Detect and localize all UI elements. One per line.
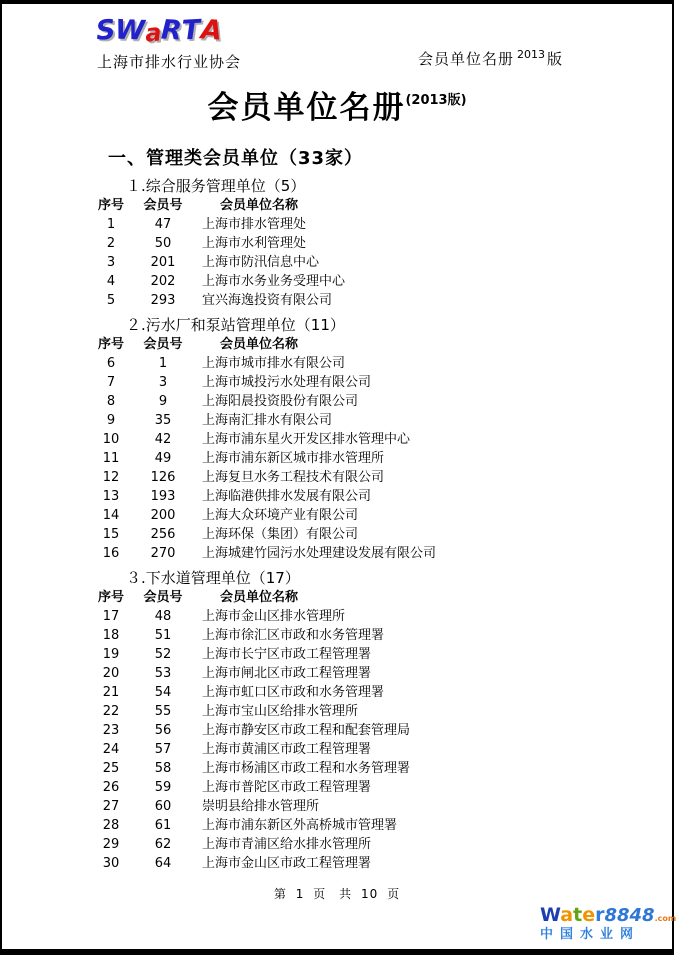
table-row xyxy=(2,645,672,664)
cell-member-no: 52 xyxy=(154,647,172,662)
col-header-name: 会员单位名称 xyxy=(220,337,299,352)
cell-member-name: 上海市长宁区市政工程管理署 xyxy=(202,647,372,662)
cell-member-no: 193 xyxy=(150,489,176,504)
cell-member-no: 256 xyxy=(150,527,176,542)
cell-seq: 16 xyxy=(102,546,120,561)
table-row xyxy=(2,487,672,506)
cell-member-no: 54 xyxy=(154,685,172,700)
table-row xyxy=(2,702,672,721)
cell-member-name: 上海环保（集团）有限公司 xyxy=(202,527,359,542)
cell-seq: 10 xyxy=(102,432,120,447)
cell-member-name: 上海市排水管理处 xyxy=(202,217,307,232)
page-title-text: 会员单位名册 xyxy=(207,90,406,126)
cell-member-name: 上海市静安区市政工程和配套管理局 xyxy=(202,723,411,738)
cell-seq: 5 xyxy=(106,293,116,308)
table-header-row xyxy=(2,196,672,215)
cell-member-name: 上海阳晨投资股份有限公司 xyxy=(202,394,359,409)
page-title-edition: (2013版) xyxy=(405,93,467,108)
cell-member-no: 55 xyxy=(154,704,172,719)
col-header-member-no: 会员号 xyxy=(143,590,183,605)
cell-seq: 1 xyxy=(106,217,116,232)
cell-seq: 7 xyxy=(106,375,116,390)
group-heading: ２.污水厂和泵站管理单位（11） xyxy=(126,316,345,334)
table-row xyxy=(2,272,672,291)
cell-seq: 8 xyxy=(106,394,116,409)
water8848-cn-name: 中国水业网 xyxy=(540,926,641,942)
logo-letter: R xyxy=(160,14,184,47)
watermark-letter: a xyxy=(560,904,574,926)
watermark-letter: e xyxy=(582,904,596,926)
cell-member-name: 上海城建竹园污水处理建设发展有限公司 xyxy=(202,546,437,561)
cell-seq: 9 xyxy=(106,413,116,428)
table-row xyxy=(2,411,672,430)
cell-seq: 15 xyxy=(102,527,120,542)
cell-member-no: 293 xyxy=(150,293,176,308)
logo-letter: W xyxy=(114,14,146,47)
cell-seq: 14 xyxy=(102,508,120,523)
cell-member-name: 上海市宝山区给排水管理所 xyxy=(202,704,359,719)
cell-member-no: 62 xyxy=(154,837,172,852)
header-doc-title: 会员单位名册 xyxy=(418,50,515,68)
cell-member-name: 上海市闸北区市政工程管理署 xyxy=(202,666,372,681)
cell-member-name: 上海临港供排水发展有限公司 xyxy=(202,489,372,504)
table-row xyxy=(2,354,672,373)
cell-member-no: 49 xyxy=(154,451,172,466)
cell-member-name: 上海市普陀区市政工程管理署 xyxy=(202,780,372,795)
cell-seq: 2 xyxy=(106,236,116,251)
cell-member-no: 42 xyxy=(154,432,172,447)
page-title xyxy=(2,82,672,127)
table-row xyxy=(2,468,672,487)
cell-member-name: 上海市金山区市政工程管理署 xyxy=(202,856,372,871)
cell-member-no: 1 xyxy=(158,356,168,371)
group-heading: １.综合服务管理单位（5） xyxy=(126,177,306,195)
logo-letter: A xyxy=(199,14,223,47)
watermark-letter: W xyxy=(540,904,561,926)
cell-member-name: 上海市杨浦区市政工程和水务管理署 xyxy=(202,761,411,776)
header-doc-year: 2013 xyxy=(517,48,546,61)
member-group xyxy=(2,315,672,563)
org-name: 上海市排水行业协会 xyxy=(97,53,242,71)
cell-seq: 27 xyxy=(102,799,120,814)
cell-member-no: 50 xyxy=(154,236,172,251)
table-header-row xyxy=(2,335,672,354)
cell-seq: 20 xyxy=(102,666,120,681)
cell-seq: 29 xyxy=(102,837,120,852)
member-groups xyxy=(2,176,672,878)
cell-member-name: 上海市徐汇区市政和水务管理署 xyxy=(202,628,385,643)
table-row xyxy=(2,449,672,468)
cell-member-name: 上海复旦水务工程技术有限公司 xyxy=(202,470,385,485)
cell-seq: 21 xyxy=(102,685,120,700)
cell-member-name: 上海大众环境产业有限公司 xyxy=(202,508,359,523)
header-doc-reference xyxy=(418,48,563,69)
cell-seq: 26 xyxy=(102,780,120,795)
cell-seq: 22 xyxy=(102,704,120,719)
table-row xyxy=(2,626,672,645)
cell-seq: 17 xyxy=(102,609,120,624)
cell-member-name: 上海市水务业务受理中心 xyxy=(202,274,346,289)
cell-member-name: 宜兴海逸投资有限公司 xyxy=(202,293,333,308)
cell-member-no: 47 xyxy=(154,217,172,232)
cell-member-name: 上海市城市排水有限公司 xyxy=(202,356,346,371)
table-row xyxy=(2,740,672,759)
cell-member-no: 200 xyxy=(150,508,176,523)
water8848-brand xyxy=(540,904,676,926)
cell-member-no: 58 xyxy=(154,761,172,776)
cell-member-no: 3 xyxy=(158,375,168,390)
cell-member-no: 53 xyxy=(154,666,172,681)
cell-seq: 18 xyxy=(102,628,120,643)
table-row xyxy=(2,234,672,253)
section-heading: 一、管理类会员单位（33家） xyxy=(108,148,364,169)
table-row xyxy=(2,253,672,272)
cell-member-no: 35 xyxy=(154,413,172,428)
water8848-tld: .com xyxy=(654,914,676,923)
table-row xyxy=(2,854,672,873)
col-header-member-no: 会员号 xyxy=(143,337,183,352)
cell-seq: 6 xyxy=(106,356,116,371)
cell-member-no: 126 xyxy=(150,470,176,485)
table-row xyxy=(2,392,672,411)
col-header-name: 会员单位名称 xyxy=(220,590,299,605)
cell-member-name: 崇明县给排水管理所 xyxy=(202,799,320,814)
cell-member-name: 上海市青浦区给水排水管理所 xyxy=(202,837,372,852)
cell-member-no: 201 xyxy=(150,255,176,270)
cell-member-no: 64 xyxy=(154,856,172,871)
cell-member-name: 上海南汇排水有限公司 xyxy=(202,413,333,428)
cell-seq: 19 xyxy=(102,647,120,662)
table-row xyxy=(2,683,672,702)
col-header-name: 会员单位名称 xyxy=(220,198,299,213)
member-group xyxy=(2,568,672,873)
col-header-seq: 序号 xyxy=(97,590,124,605)
table-header-row xyxy=(2,588,672,607)
cell-member-no: 61 xyxy=(154,818,172,833)
cell-member-no: 48 xyxy=(154,609,172,624)
logo-letter: S xyxy=(94,14,117,47)
cell-member-no: 57 xyxy=(154,742,172,757)
cell-member-name: 上海市城投污水处理有限公司 xyxy=(202,375,372,390)
group-heading: ３.下水道管理单位（17） xyxy=(126,569,300,587)
cell-seq: 25 xyxy=(102,761,120,776)
cell-member-no: 51 xyxy=(154,628,172,643)
table-row xyxy=(2,373,672,392)
table-row xyxy=(2,835,672,854)
table-row xyxy=(2,664,672,683)
cell-member-name: 上海市黄浦区市政工程管理署 xyxy=(202,742,372,757)
watermark-letter: t xyxy=(573,904,583,926)
cell-member-no: 60 xyxy=(154,799,172,814)
cell-seq: 23 xyxy=(102,723,120,738)
cell-seq: 28 xyxy=(102,818,120,833)
col-header-seq: 序号 xyxy=(97,337,124,352)
cell-member-name: 上海市金山区排水管理所 xyxy=(202,609,346,624)
logo-letter: T xyxy=(181,14,202,47)
page-number: 第 1 页 共 10 页 xyxy=(273,887,401,901)
table-row xyxy=(2,607,672,626)
water8848-logo xyxy=(534,903,676,946)
cell-member-no: 9 xyxy=(158,394,168,409)
table-row xyxy=(2,291,672,310)
cell-member-name: 上海市浦东新区外高桥城市管理署 xyxy=(202,818,398,833)
cell-seq: 24 xyxy=(102,742,120,757)
water8848-number: 8848 xyxy=(604,905,655,926)
cell-member-no: 56 xyxy=(154,723,172,738)
cell-seq: 4 xyxy=(106,274,116,289)
cell-seq: 30 xyxy=(102,856,120,871)
table-row xyxy=(2,215,672,234)
cell-member-no: 59 xyxy=(154,780,172,795)
table-row xyxy=(2,506,672,525)
table-row xyxy=(2,816,672,835)
cell-seq: 11 xyxy=(102,451,120,466)
table-row xyxy=(2,797,672,816)
cell-member-name: 上海市虹口区市政和水务管理署 xyxy=(202,685,385,700)
table-row xyxy=(2,759,672,778)
col-header-member-no: 会员号 xyxy=(143,198,183,213)
table-row xyxy=(2,721,672,740)
member-group xyxy=(2,176,672,310)
header-doc-suffix: 版 xyxy=(547,50,564,68)
table-row xyxy=(2,525,672,544)
watermark-letter: r xyxy=(595,904,605,926)
logo-letter: a xyxy=(144,18,163,48)
table-row xyxy=(2,544,672,563)
table-row xyxy=(2,430,672,449)
cell-member-no: 270 xyxy=(150,546,176,561)
swarta-logo xyxy=(96,16,222,46)
water8848-word xyxy=(540,904,604,926)
cell-member-name: 上海市防汛信息中心 xyxy=(202,255,320,270)
cell-member-no: 202 xyxy=(150,274,176,289)
col-header-seq: 序号 xyxy=(97,198,124,213)
cell-seq: 12 xyxy=(102,470,120,485)
cell-member-name: 上海市水利管理处 xyxy=(202,236,307,251)
cell-seq: 3 xyxy=(106,255,116,270)
cell-member-name: 上海市浦东新区城市排水管理所 xyxy=(202,451,385,466)
cell-member-name: 上海市浦东星火开发区排水管理中心 xyxy=(202,432,411,447)
cell-seq: 13 xyxy=(102,489,120,504)
table-row xyxy=(2,778,672,797)
